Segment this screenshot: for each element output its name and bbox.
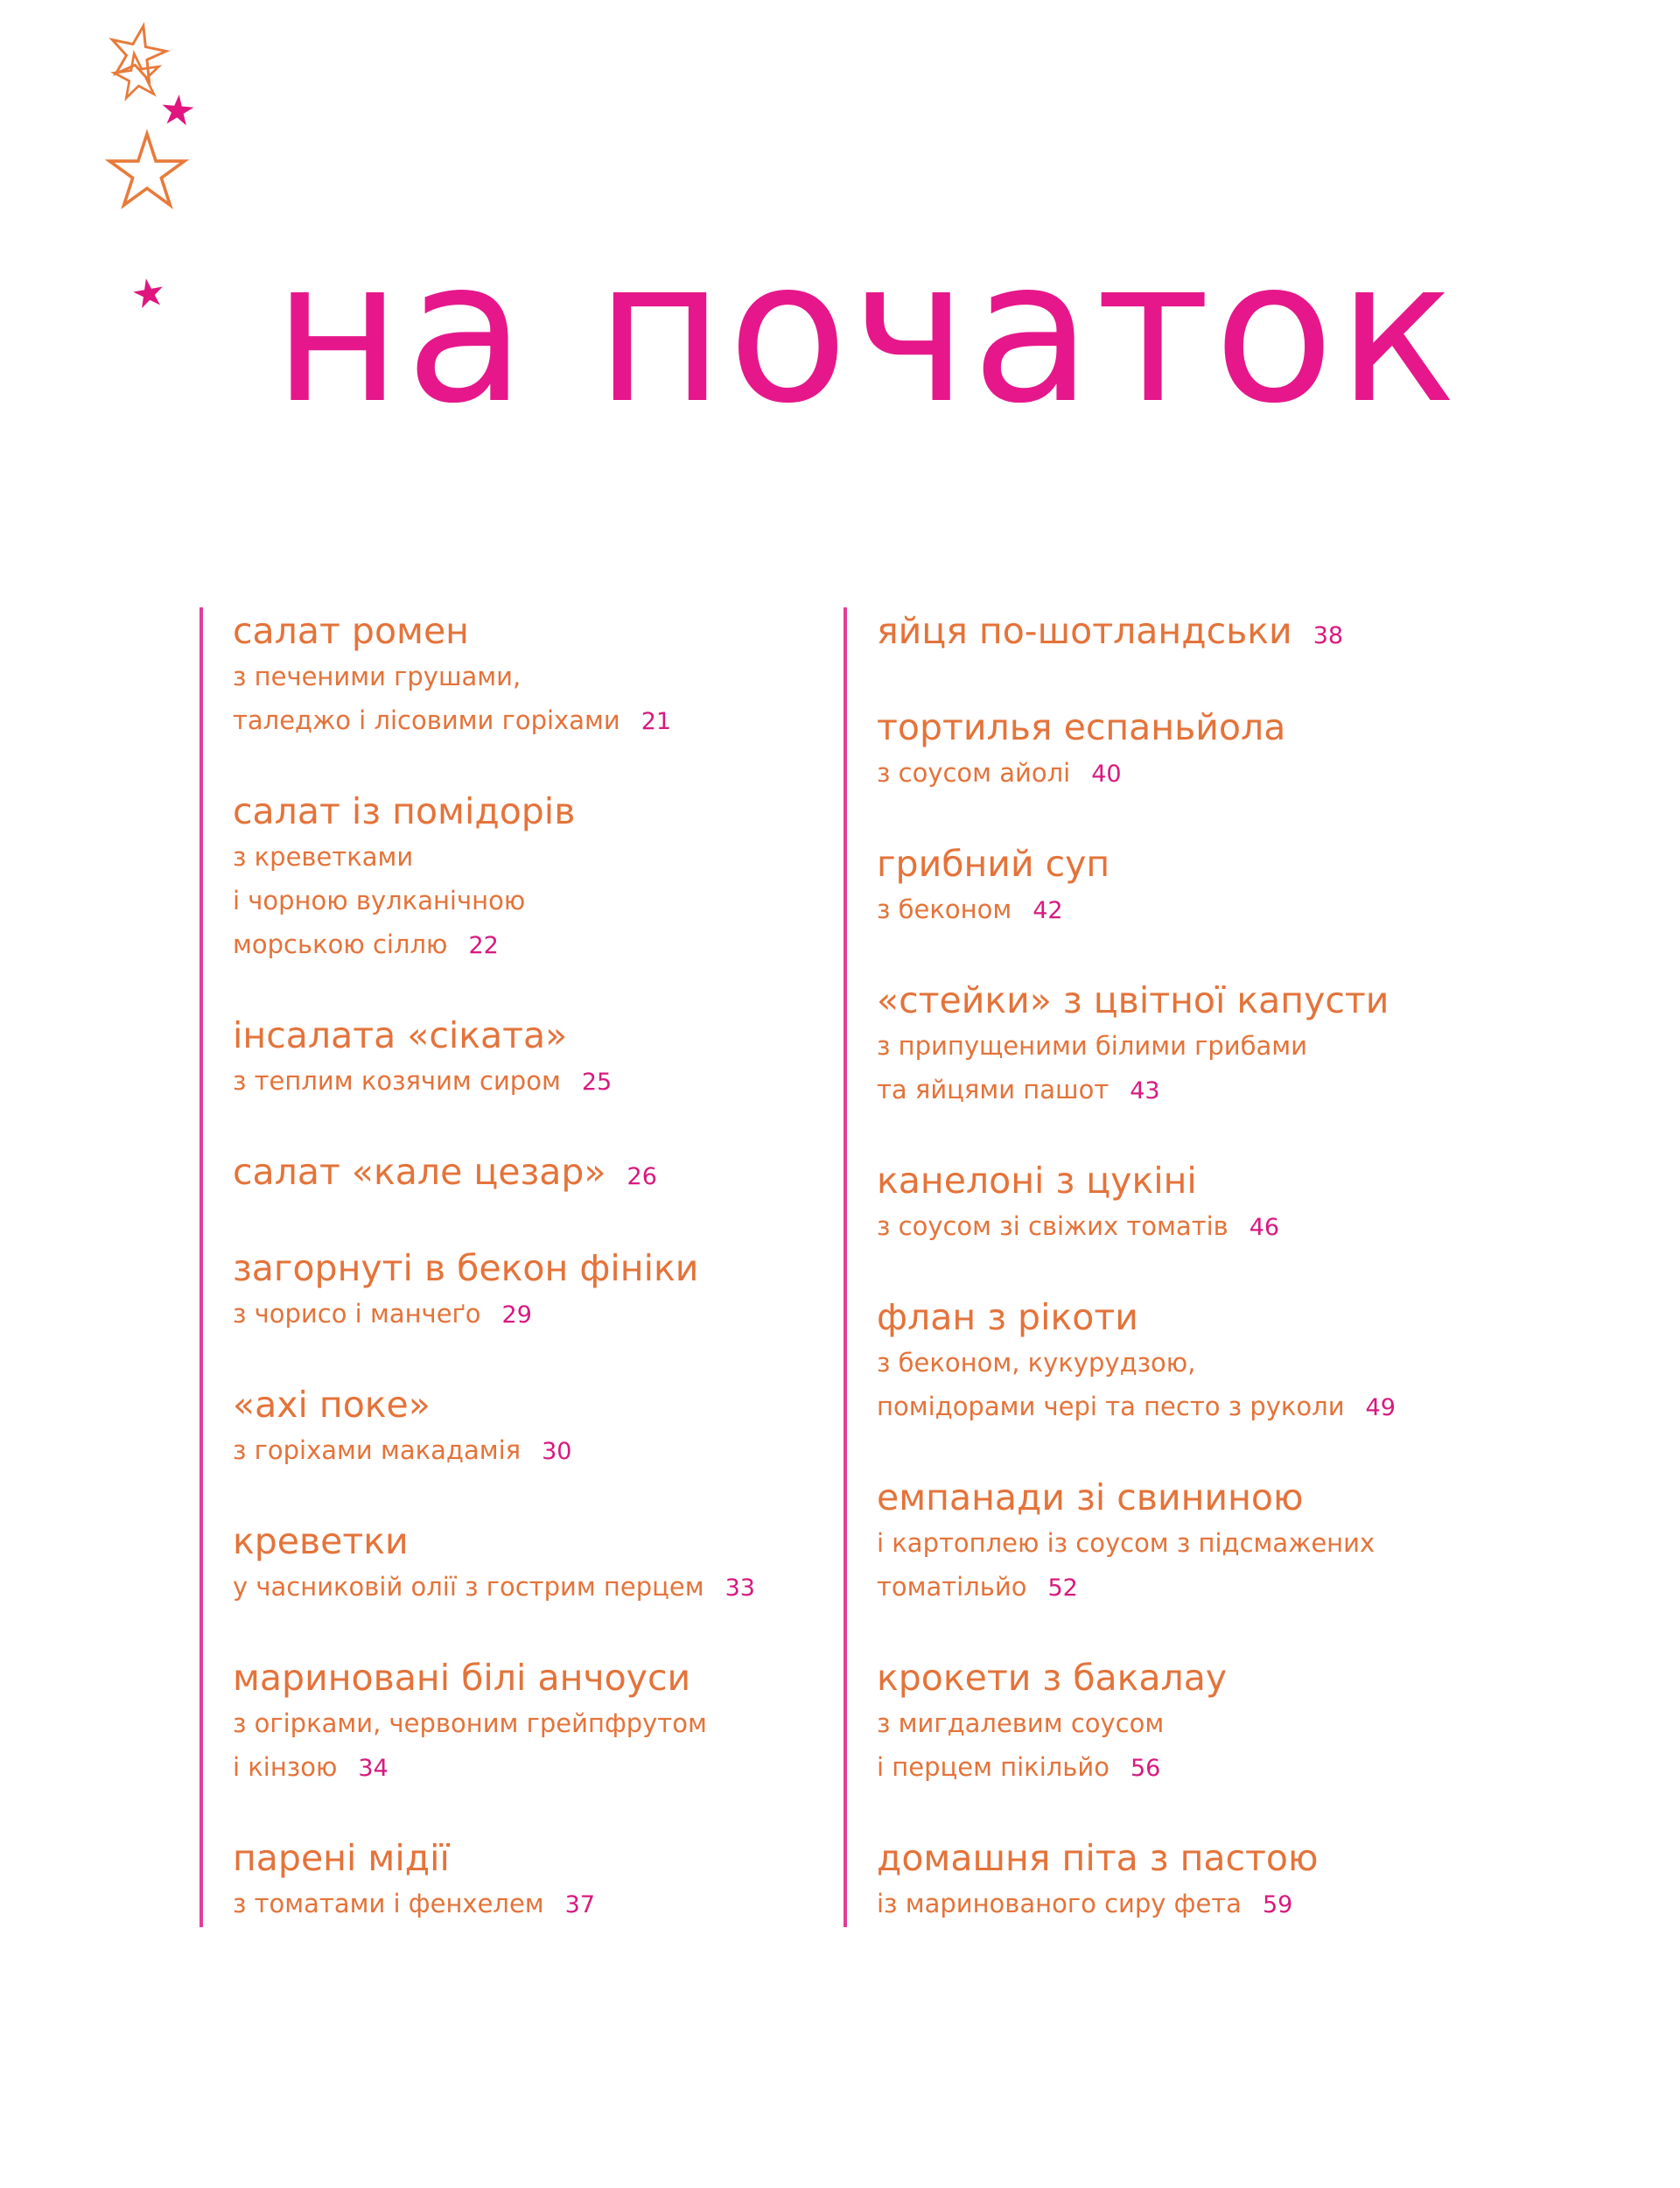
entry-subtitle-line [877, 1024, 1544, 1068]
entry-subtitle-line [233, 879, 812, 922]
entry-subtitle-text: і кінзою [233, 1752, 338, 1782]
entry-subtitle-text: з соусом айолі [877, 758, 1071, 788]
entry-title [233, 1148, 812, 1201]
entry-subtitle-text: з беконом [877, 894, 1012, 924]
toc-entry [877, 1834, 1544, 1927]
page-number: 22 [468, 932, 499, 959]
toc-entry [233, 1834, 812, 1927]
entry-subtitle-line [877, 751, 1544, 796]
toc-entry [877, 1654, 1544, 1791]
star-outline-icon [112, 51, 163, 100]
entry-title [233, 1012, 812, 1059]
entry-title [233, 788, 812, 835]
entry-subtitle-line [877, 1521, 1544, 1565]
entry-subtitle-line [877, 1745, 1544, 1791]
entry-title-text: флан з рікоти [877, 1296, 1138, 1338]
entry-title-text: парені мідії [233, 1837, 450, 1879]
entry-title [877, 840, 1544, 887]
page-number: 52 [1047, 1574, 1078, 1602]
entry-subtitle-text: томатільйо [877, 1572, 1027, 1602]
entry-title [233, 1245, 812, 1292]
entry-title [233, 1654, 812, 1701]
entry-subtitle-line [233, 1292, 812, 1337]
entry-subtitle-line [233, 835, 812, 879]
entry-subtitle-text: морською сіллю [233, 929, 448, 959]
entry-subtitle-text: і чорною вулканічною [233, 886, 526, 915]
page-number: 59 [1262, 1891, 1293, 1918]
entry-title [233, 1381, 812, 1428]
entry-title-text: грибний суп [877, 843, 1110, 885]
entry-subtitle-line [233, 922, 812, 968]
decorative-stars [0, 0, 280, 333]
toc-entry [877, 1157, 1544, 1250]
entry-subtitle-text: із маринованого сиру фета [877, 1889, 1242, 1918]
toc-column-left [200, 607, 812, 1927]
toc-entry [233, 788, 812, 968]
entry-subtitle-text: помідорами чері та песто з руколи [877, 1392, 1345, 1421]
toc-entry [877, 1474, 1544, 1610]
entry-title [877, 977, 1544, 1024]
entry-subtitle-text: з огірками, червоним грейпфрутом [233, 1708, 707, 1738]
page-number: 42 [1032, 897, 1063, 924]
page-number: 29 [501, 1301, 532, 1329]
entry-title-text: яйця по-шотландськи [877, 610, 1292, 652]
entry-title [877, 607, 1544, 660]
entry-title-text: емпанади зі свининою [877, 1476, 1304, 1518]
entry-title [877, 1474, 1544, 1521]
entry-subtitle-text: з чорисо і манчеґо [233, 1299, 481, 1329]
entry-title-text: креветки [233, 1520, 409, 1562]
entry-subtitle-text: з соусом зі свіжих томатів [877, 1211, 1228, 1241]
star-outline-icon [109, 134, 185, 205]
toc-entry [233, 1245, 812, 1337]
toc-entry [233, 1381, 812, 1474]
toc-entry [233, 1012, 812, 1105]
entry-title-text: салат «кале цезар» [233, 1151, 606, 1193]
entry-title [877, 704, 1544, 751]
toc-entry [233, 1148, 812, 1201]
page-title: на початок [273, 218, 1460, 447]
page-number: 21 [640, 708, 672, 735]
entry-title-text: загорнуті в бекон фініки [233, 1247, 699, 1289]
entry-title-text: «стейки» з цвітної капусти [877, 979, 1390, 1021]
entry-subtitle-line [877, 1341, 1544, 1385]
toc-entry [877, 840, 1544, 933]
entry-title-text: «ахі поке» [233, 1384, 430, 1426]
entry-title [877, 1834, 1544, 1882]
toc-entry [877, 1294, 1544, 1430]
star-solid-icon [131, 276, 165, 309]
toc-entry [233, 1518, 812, 1610]
page-number: 26 [626, 1163, 657, 1190]
toc-entry [877, 607, 1544, 660]
entry-title-text: салат із помідорів [233, 790, 576, 832]
toc-entry [877, 704, 1544, 796]
entry-subtitle-text: з печеними грушами, [233, 662, 522, 691]
entry-subtitle-text: у часниковій олії з гострим перцем [233, 1572, 704, 1602]
page-number: 38 [1312, 622, 1344, 649]
entry-title [877, 1654, 1544, 1701]
page-number: 34 [358, 1755, 388, 1782]
entry-subtitle-line [877, 1068, 1544, 1113]
page-number: 30 [542, 1438, 572, 1465]
entry-subtitle-text: з мигдалевим соусом [877, 1708, 1165, 1738]
entry-subtitle-text: з беконом, кукурудзою, [877, 1348, 1196, 1378]
toc-entry [877, 977, 1544, 1113]
star-solid-icon [161, 93, 195, 125]
entry-subtitle-line [233, 1745, 812, 1791]
page-number: 37 [564, 1891, 596, 1918]
entry-subtitle-text: з припущеними білими грибами [877, 1031, 1308, 1061]
entry-title-text: мариновані білі анчоуси [233, 1657, 691, 1699]
entry-title [233, 1834, 812, 1882]
entry-subtitle-line [233, 1059, 812, 1105]
entry-subtitle-line [233, 1565, 812, 1610]
entry-subtitle-text: та яйцями пашот [877, 1075, 1110, 1105]
entry-title [233, 1518, 812, 1565]
entry-subtitle-text: з горіхами макадамія [233, 1435, 522, 1465]
page-number: 43 [1130, 1077, 1160, 1105]
entry-subtitle-text: з томатами і фенхелем [233, 1889, 544, 1918]
page-number: 46 [1249, 1214, 1280, 1241]
page-number: 40 [1091, 761, 1122, 788]
page-number: 49 [1365, 1394, 1396, 1421]
entry-title [877, 1294, 1544, 1341]
entry-subtitle-line [233, 1882, 812, 1927]
toc-column-right [844, 607, 1544, 1927]
entry-subtitle-text: і картоплею із соусом з підсмажених [877, 1528, 1376, 1558]
entry-subtitle-line [877, 887, 1544, 933]
entry-subtitle-line [877, 1701, 1544, 1745]
entry-title-text: крокети з бакалау [877, 1657, 1228, 1699]
page-number: 33 [724, 1574, 755, 1602]
entry-subtitle-line [877, 1882, 1544, 1927]
toc-entry [233, 607, 812, 744]
entry-subtitle-line [233, 698, 812, 744]
entry-subtitle-line [877, 1385, 1544, 1430]
entry-title-text: інсалата «сіката» [233, 1014, 568, 1056]
entry-subtitle-text: і перцем пікільйо [877, 1752, 1110, 1782]
entry-subtitle-line [877, 1565, 1544, 1610]
entry-subtitle-text: з креветками [233, 842, 414, 872]
toc-entry [233, 1654, 812, 1791]
entry-title-text: канелоні з цукіні [877, 1160, 1197, 1202]
entry-subtitle-line [877, 1204, 1544, 1250]
entry-subtitle-text: таледжо і лісовими горіхами [233, 705, 620, 735]
entry-subtitle-line [233, 655, 812, 698]
entry-subtitle-text: з теплим козячим сиром [233, 1066, 561, 1096]
entry-subtitle-line [233, 1701, 812, 1745]
entry-title-text: домашня піта з пастою [877, 1837, 1319, 1879]
page-number: 25 [581, 1069, 612, 1096]
entry-subtitle-line [233, 1428, 812, 1474]
page-number: 56 [1130, 1755, 1161, 1782]
entry-title-text: тортилья еспаньйола [877, 706, 1286, 748]
entry-title [233, 607, 812, 655]
entry-title-text: салат ромен [233, 610, 469, 652]
entry-title [877, 1157, 1544, 1204]
